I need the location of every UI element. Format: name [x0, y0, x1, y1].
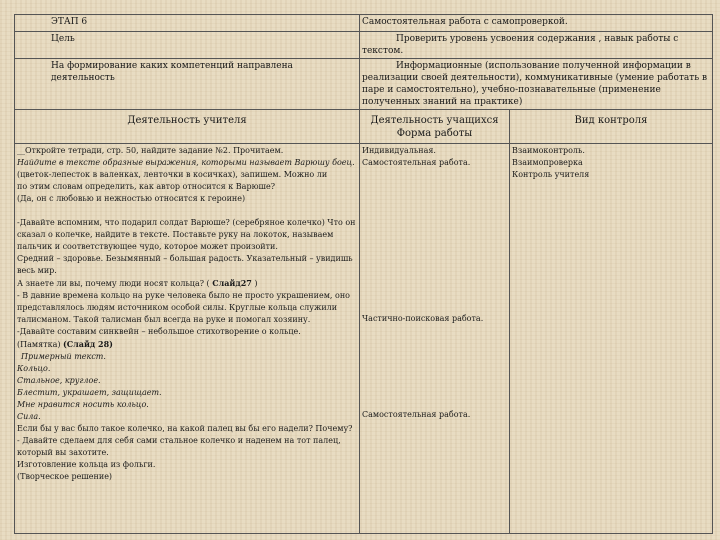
slide-27-ref: Слайд27 [212, 278, 252, 289]
goal-row [15, 32, 713, 59]
teacher-line: -Давайте вспомним, что подарил солдат Варюше? (серебряное колечко) Что он [17, 218, 356, 228]
control-line: Взаимоконтроль. [512, 146, 585, 156]
teacher-line: представлялось людям источником особой силы. Круглые кольца служили [17, 303, 338, 313]
competency-value: Информационные (использование полученной информации в реализации своей деятельности), коммуникативные (умение работать в паре и самостоятельно), учебно-познавательные (применение полученных знаний на практике) [360, 59, 713, 110]
spacer [362, 325, 507, 409]
teacher-line: -Давайте составим синквейн – небольшое стихотворение о кольце. [17, 327, 301, 337]
stage-value: Самостоятельная работа с самопроверкой. [360, 15, 713, 32]
teacher-line: __Откройте тетради, стр. 50, найдите задание №2. Прочитаем. [17, 146, 284, 156]
stage-label [15, 15, 360, 32]
goal-value: Проверить уровень усвоения содержания , навык работы с текстом. [360, 32, 713, 59]
teacher-line: сказал о колечке, найдите в тексте. Поставьте руку на локоток, называем [17, 230, 334, 240]
control-header: Вид контроля [510, 110, 713, 144]
stage-label-text: ЭТАП 6 [51, 17, 88, 27]
pupil-activity-cell [360, 144, 510, 534]
competency-label [15, 59, 360, 110]
teacher-line: пальчик и соответствующее чудо, которое может произойти. [17, 242, 278, 252]
teacher-line [17, 277, 357, 290]
spacer [17, 205, 357, 217]
teacher-line: Изготовление кольца из фольги. [17, 460, 156, 470]
teacher-line: - В давние времена кольцо на руке человека было не просто украшением, оно [17, 291, 350, 301]
teacher-line: по этим словам определить, как автор относится к Варюше? [17, 182, 275, 192]
teacher-line: Сила. [17, 412, 41, 422]
content-row [15, 144, 713, 534]
teacher-activity-cell [15, 144, 360, 534]
teacher-line: Мне нравится носить кольцо. [17, 400, 149, 410]
teacher-line-part: ) [254, 279, 258, 289]
spacer [362, 169, 507, 313]
teacher-line: (Творческое решение) [17, 472, 113, 482]
pupil-line: Частично-поисковая работа. [362, 314, 484, 324]
teacher-line: Если бы у вас было такое колечко, на какой палец вы бы его надели? Почему? [17, 424, 353, 434]
control-line: Взаимопроверка [512, 158, 583, 168]
teacher-line: Блестит, украшает, защищает. [17, 388, 162, 398]
competency-row [15, 59, 713, 110]
teacher-line: Найдите в тексте образные выражения, которыми называет Варюшу боец. [17, 158, 355, 168]
teacher-line-part: А знаете ли вы, почему люди носят кольца? ( [17, 279, 210, 289]
teacher-line: талисманом. Такой талисман был всегда на руке и помогал хозяину. [17, 315, 311, 325]
goal-label-text: Цель [51, 34, 75, 45]
teacher-line: Кольцо. [17, 364, 51, 374]
pupil-line: Индивидуальная. [362, 146, 436, 156]
teacher-line: - Давайте сделаем для себя сами стальное колечко и наденем на тот палец, [17, 436, 341, 446]
competency-label-text: На формирование каких компетенций направлена деятельность [51, 61, 293, 84]
control-cell [510, 144, 713, 534]
teacher-line: Примерный текст. [21, 352, 106, 362]
column-header-row [15, 110, 713, 144]
pupils-header: Деятельность учащихся Форма работы [360, 110, 510, 144]
teacher-line: Средний – здоровье. Безымянный – большая радость. Указательный – увидишь [17, 254, 353, 264]
teacher-line: который вы захотите. [17, 448, 109, 458]
pupil-line: Самостоятельная работа. [362, 158, 471, 168]
pupil-line: Самостоятельная работа. [362, 410, 471, 420]
slide-28-ref: (Слайд 28) [63, 339, 113, 350]
goal-label [15, 32, 360, 59]
teacher-line: Стальное, круглое. [17, 376, 101, 386]
teacher-header: Деятельность учителя [15, 110, 360, 144]
stage-row [15, 15, 713, 32]
teacher-line: (Да, он с любовью и нежностью относится к героине) [17, 194, 246, 204]
teacher-line [17, 338, 357, 351]
teacher-line: (цветок-лепесток в валенках, ленточки в косичках), запишем. Можно ли [17, 170, 328, 180]
memo-ref: (Памятка) [17, 340, 61, 350]
lesson-plan-table [14, 14, 713, 534]
teacher-line: весь мир. [17, 266, 57, 276]
control-line: Контроль учителя [512, 170, 590, 180]
